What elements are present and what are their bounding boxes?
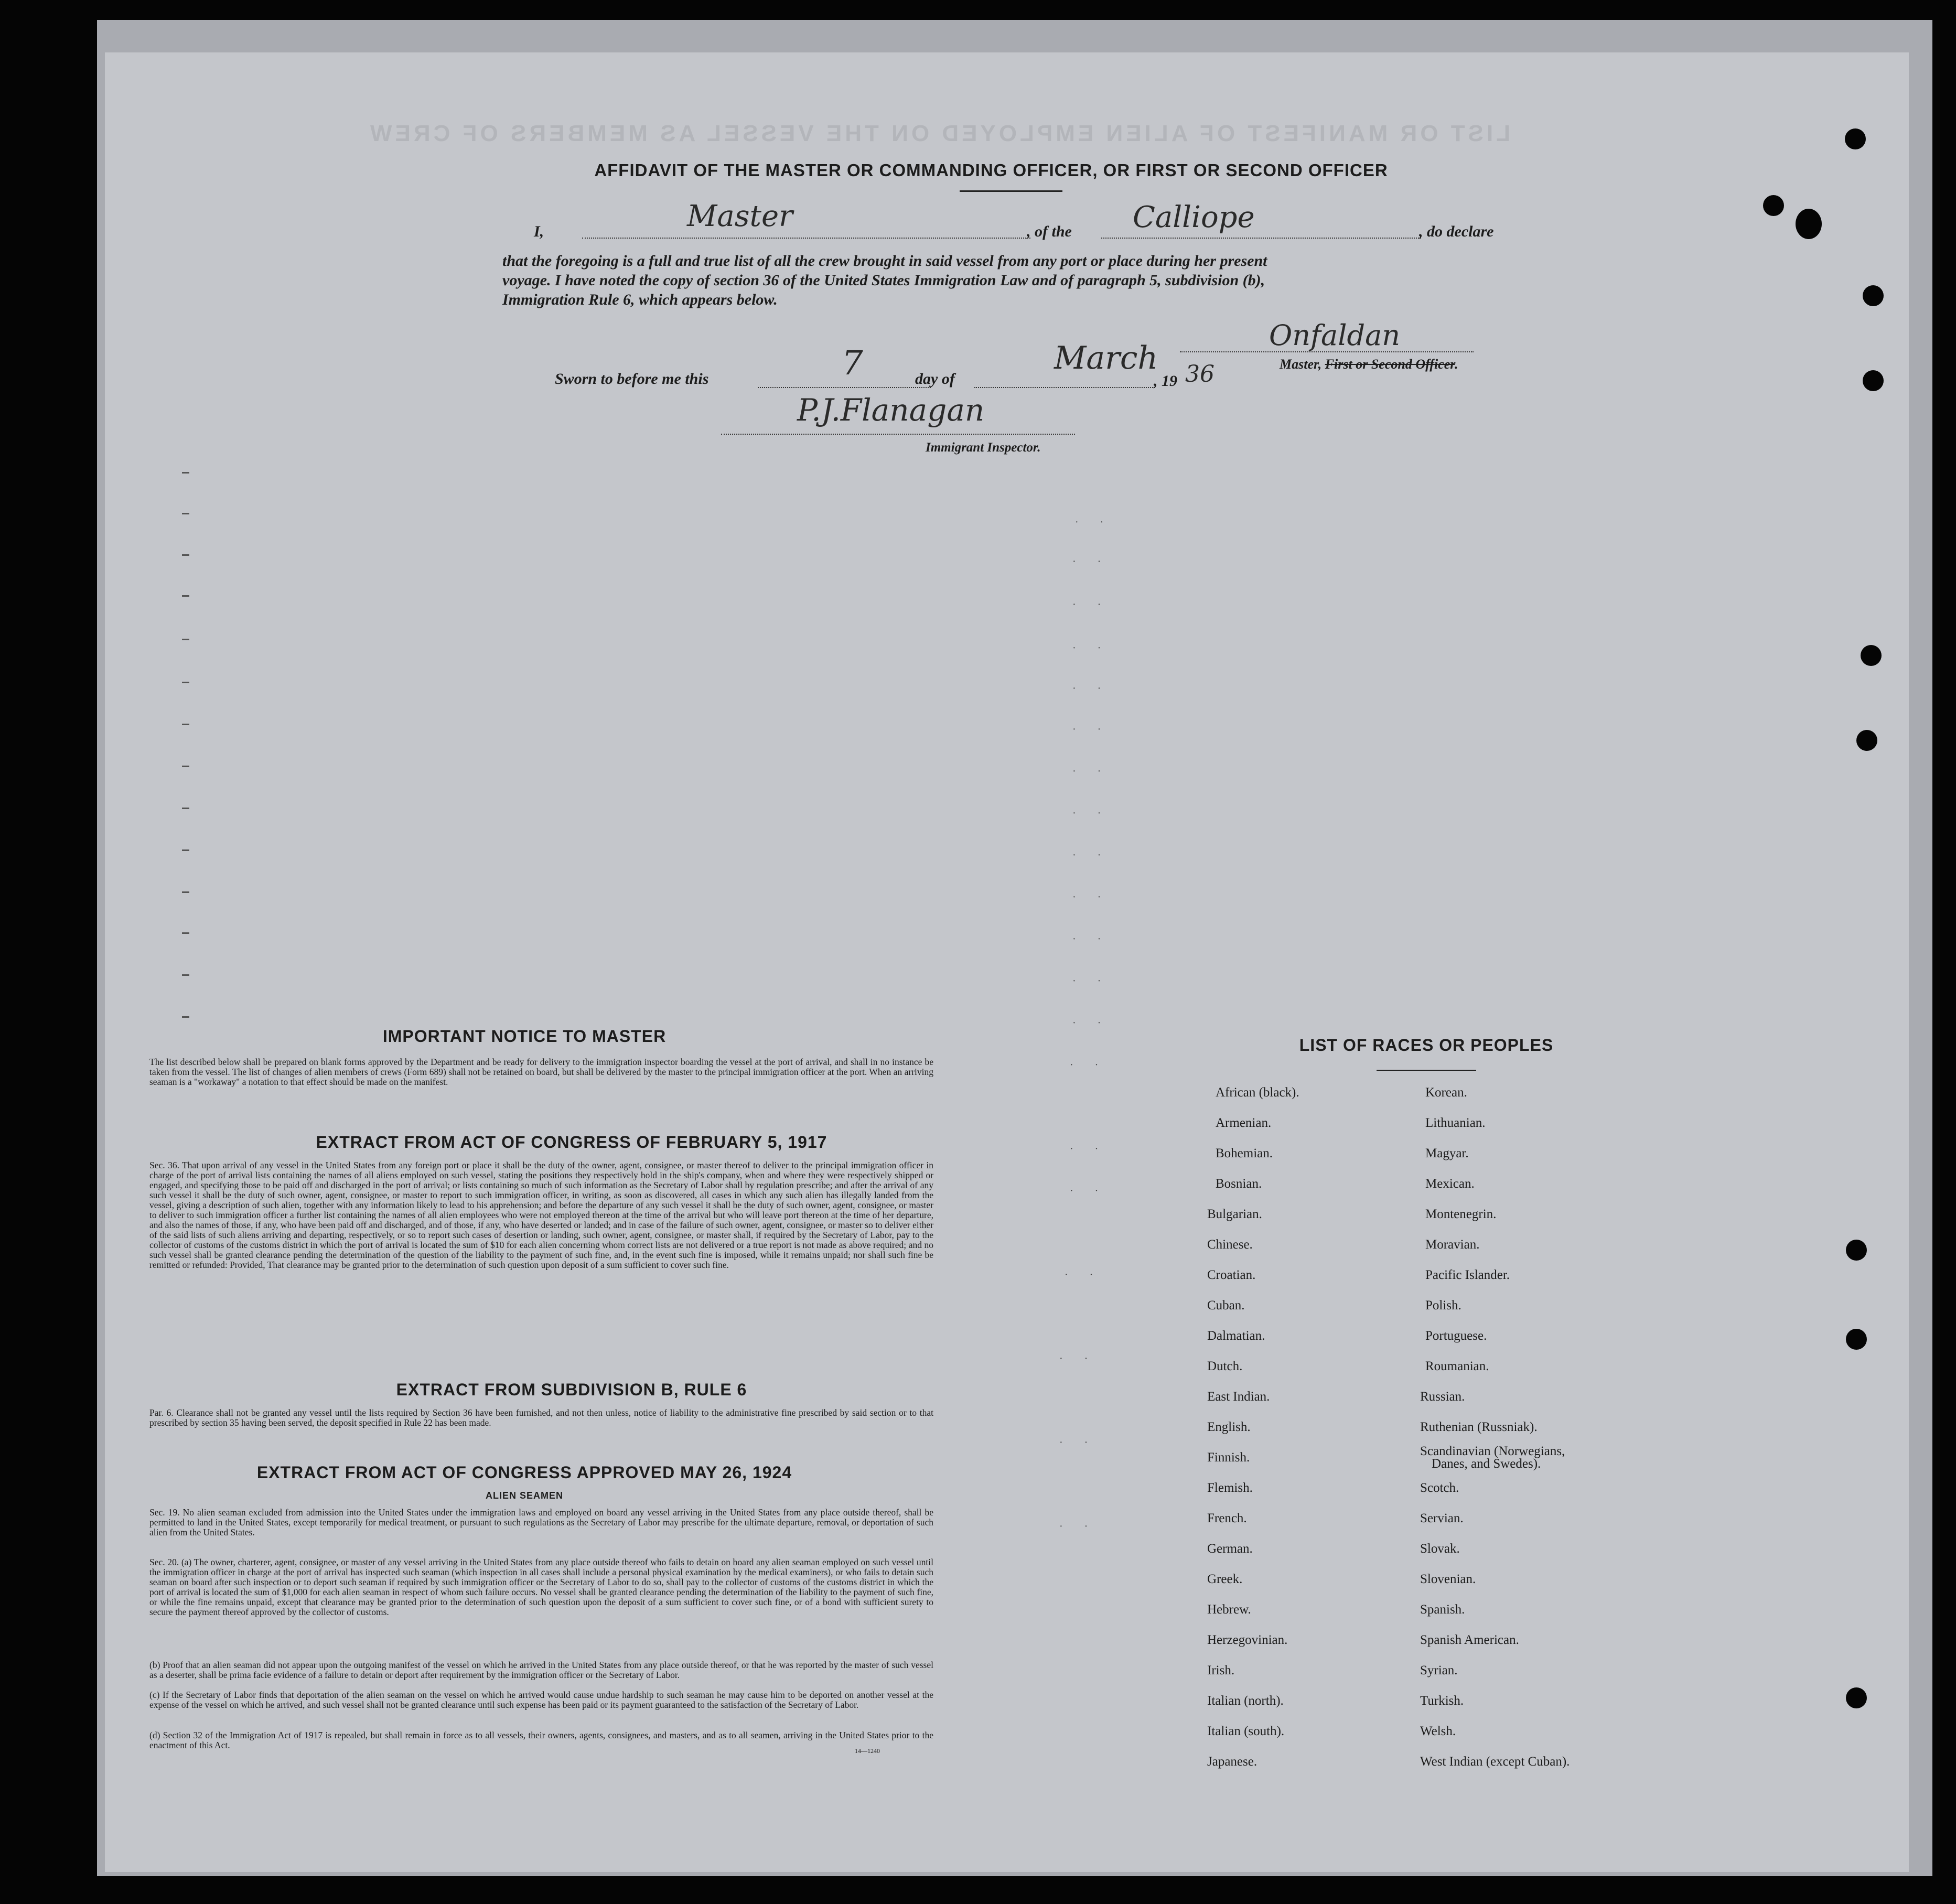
dot-marks: · · [1072, 975, 1111, 987]
margin-tick [182, 682, 189, 683]
margin-tick [182, 1016, 189, 1018]
race-item: Ruthenian (Russniak). [1420, 1420, 1538, 1434]
sworn-month-handwriting: March [1054, 340, 1158, 377]
margin-tick [182, 639, 189, 640]
race-item: Polish. [1425, 1298, 1461, 1313]
dot-marks: · · [1072, 808, 1111, 819]
sworn-month-line [974, 387, 1155, 388]
race-item: Pacific Islander. [1425, 1268, 1510, 1282]
extract-1917-body: Sec. 36. That upon arrival of any vessel in the United States from any foreign port or place it shall be the duty of the owner, agent, consignee, or master thereof to deliver to the principal immigration officer in charge of the port of arrival lists containing the names of all aliens employed on such vessel, stating the positions they respectively hold in the ship's company, when and where they were respectively shipped or engaged, and specifying those to be paid off and discharged in the port of arrival; or lists containing so much of such information as the Secretary of Labor shall by regulation prescribe; and after the arrival of any such vessel it shall be the duty of such owner, agent, consignee, or master to report to such immigration officer, in writing, as soon as discovered, all cases in which any such alien has illegally landed from the vessel, giving a description of such alien, together with any information likely to lead to his apprehension; and before the departure of any such vessel it shall be the duty of such owner, agent, consignee, or master to deliver to such immigration officer a further list containing the names of all alien employees who were not employed thereon at the time of the arrival but who will leave port thereon at the time of her departure, and also the names of those, if any, who have been paid off and discharged, and of those, if any, who have deserted or landed; and in case of the failure of such owner, agent, consignee, or master so to deliver either of the said lists of such aliens arriving and departing, respectively, or so to report such cases of desertion or landing, such owner, agent, consignee, or master shall, if required by the Secretary of Labor, pay to the collector of customs of the customs district in which the port of arrival is located the sum of $10 for each alien concerning whom correct lists are not delivered or a true report is not made as above required; and no such vessel shall be granted clearance pending the determination of the question of the liability to the payment of such fine, and, in the event such fine is imposed, while it remains unpaid; nor shall such fine be remitted or refunded: Provided, That clearance may be granted prior to the determination of such question upon deposit of a sum sufficient to cover such fine. [149, 1160, 933, 1270]
year-handwriting: 36 [1185, 361, 1215, 388]
notice-body: The list described below shall be prepared on blank forms approved by the Department and be ready for delivery to the immigration inspector boarding the vessel at the port of arrival, and shall in no instance be taken from the vessel. The list of changes of alien members of crews (Form 689) shall not be retained on board, but shall be delivered by the master to the principal immigration officer at the port. When an arriving seaman is a "workaway" a notation to that effect should be made on the manifest. [149, 1057, 933, 1087]
notice-title: IMPORTANT NOTICE TO MASTER [382, 1027, 667, 1046]
margin-tick [182, 595, 189, 597]
margin-tick [182, 513, 189, 514]
dot-marks: · · [1070, 1059, 1108, 1071]
dot-marks: · · [1059, 1521, 1098, 1532]
vessel-handwriting: Calliope [1133, 200, 1255, 234]
dot-marks: · · [1072, 599, 1111, 610]
punch-hole [1845, 128, 1866, 149]
race-item: French. [1207, 1511, 1247, 1525]
margin-tick [182, 891, 189, 893]
title-underline [960, 190, 1062, 192]
race-item: Flemish. [1207, 1481, 1253, 1495]
master-label-struck: First or Second Officer [1325, 357, 1455, 372]
sworn-day-line [758, 387, 931, 388]
race-item: Spanish. [1420, 1602, 1465, 1617]
race-item: Cuban. [1207, 1298, 1245, 1313]
race-item: Servian. [1420, 1511, 1464, 1525]
margin-tick [182, 472, 189, 474]
race-item: Dutch. [1207, 1359, 1243, 1373]
extract-1924-sec20c: (c) If the Secretary of Labor finds that deportation of the alien seaman on the vessel on which he arrived would cause undue hardship to such seaman he may cause him to be deported on another vessel at the expense of the vessel on which he arrived, and such vessel shall not be granted clearance until such expense has been paid or its payment guaranteed to the satisfaction of the Secretary of Labor. [149, 1690, 933, 1710]
race-item: African (black). [1216, 1085, 1299, 1100]
inspector-signature: P.J.Flanagan [797, 392, 985, 428]
race-item: Montenegrin. [1425, 1207, 1497, 1221]
race-item: Slovenian. [1420, 1572, 1476, 1586]
race-item: East Indian. [1207, 1390, 1270, 1404]
affidavit-line-3: voyage. I have noted the copy of section 36 of the United States Immigration Law and of paragraph 5, subdivision (b), [502, 272, 1265, 289]
dot-marks: · · [1072, 849, 1111, 861]
margin-tick [182, 974, 189, 976]
race-item: Armenian. [1216, 1116, 1272, 1130]
race-item: Finnish. [1207, 1450, 1250, 1465]
race-item: Roumanian. [1425, 1359, 1489, 1373]
margin-tick [182, 932, 189, 934]
race-item: Turkish. [1420, 1694, 1464, 1708]
race-item: Hebrew. [1207, 1602, 1251, 1617]
race-item: Greek. [1207, 1572, 1243, 1586]
race-item: Russian. [1420, 1390, 1465, 1404]
extract-1924-sec20a: Sec. 20. (a) The owner, charterer, agent, consignee, or master of any vessel arriving in the United States from any place outside thereof who fails to detain on board any alien seaman employed on such vessel until the immigration officer in charge at the port of arrival has inspected such seaman (which inspection in all cases shall include a personal physical examination by the medical examiners), or who fails to detain such seaman on board after such inspection or to deport such seaman if required by such immigration officer or the Secretary of Labor to do so, shall pay to the collector of customs of the customs district in which the port of arrival is located the sum of $1,000 for each alien seaman in respect of whom such failure occurs. No vessel shall be granted clearance pending the determination of the liability to the payment of such fine, or while the fine remains unpaid, except that clearance may be granted prior to the determination of such question upon the deposit of a sum sufficient to cover such fine, or of a bond with sufficient surety to secure the payment thereof approved by the collector of customs. [149, 1557, 933, 1617]
affidavit-title: AFFIDAVIT OF THE MASTER OR COMMANDING OFFICER, OR FIRST OR SECOND OFFICER [594, 160, 1388, 180]
dot-marks: · · [1070, 1185, 1108, 1197]
race-item: Syrian. [1420, 1663, 1458, 1677]
punch-hole [1846, 1687, 1867, 1708]
extract-1924-sec19: Sec. 19. No alien seaman excluded from admission into the United States under the immigration laws and employed on board any vessel arriving in the United States from any place outside thereof, shall be permitted to land in the United States, except temporarily for medical treatment, or pursuant to such regulations as the Secretary of Labor may prescribe for the ultimate departure, removal, or deportation of such alien from the United States. [149, 1507, 933, 1537]
day-of-label: day of [915, 370, 955, 388]
of-the-label: , of the [1027, 223, 1072, 240]
race-item: Scandinavian (Norwegians, [1420, 1444, 1565, 1458]
dot-marks: · · [1070, 1143, 1108, 1155]
race-item: Korean. [1425, 1085, 1467, 1100]
form-code: 14—1240 [855, 1747, 880, 1755]
race-item: Mexican. [1425, 1177, 1475, 1191]
sworn-label: Sworn to before me this [555, 370, 709, 388]
dot-marks: · · [1059, 1437, 1098, 1448]
declarant-handwriting: Master [687, 199, 793, 233]
race-item: Japanese. [1207, 1755, 1258, 1769]
master-label-text: Master, [1280, 357, 1325, 372]
inspector-label: Immigrant Inspector. [926, 440, 1041, 455]
punch-hole [1796, 209, 1822, 239]
race-item: Italian (north). [1207, 1694, 1284, 1708]
i-label: I, [534, 223, 544, 240]
dot-marks: · · [1072, 933, 1111, 945]
race-item: Chinese. [1207, 1238, 1253, 1252]
race-item: Slovak. [1420, 1542, 1460, 1556]
dot-marks: · · [1072, 724, 1111, 735]
race-item: German. [1207, 1542, 1253, 1556]
race-item: Dalmatian. [1207, 1329, 1265, 1343]
bleed-through-text: LIST OR MANIFEST OF ALIEN EMPLOYED ON THE VESSEL AS MEMBERS OF CREW [367, 121, 1511, 146]
races-title-underline [1377, 1070, 1476, 1071]
master-signature: Onfaldan [1269, 319, 1401, 352]
margin-tick [182, 849, 189, 851]
race-item: Bosnian. [1216, 1177, 1262, 1191]
vessel-line [1101, 238, 1421, 239]
dot-marks: · · [1072, 556, 1111, 567]
punch-hole [1861, 645, 1882, 666]
affidavit-line-2: that the foregoing is a full and true list of all the crew brought in said vessel from any port or place during her present [502, 252, 1267, 270]
race-item: Bohemian. [1216, 1146, 1273, 1160]
race-item: Irish. [1207, 1663, 1235, 1677]
punch-hole [1846, 1329, 1867, 1350]
race-item: Lithuanian. [1425, 1116, 1486, 1130]
declarant-line [582, 238, 1030, 239]
dot-marks: · · [1072, 766, 1111, 777]
dot-marks: · · [1075, 517, 1113, 528]
extract-1924-sec20b: (b) Proof that an alien seaman did not appear upon the outgoing manifest of the vessel on which he arrived in the United States from any place outside thereof, or that he was reported by the master of such vessel as a deserter, shall be prima facie evidence of a failure to detain or deport after requirement by the immigration officer or the Secretary of Labor. [149, 1660, 933, 1680]
race-item: Herzegovinian. [1207, 1633, 1288, 1647]
inspector-signature-line [721, 434, 1075, 435]
race-item: Welsh. [1420, 1724, 1456, 1738]
year-prefix: , 19 [1154, 372, 1177, 390]
extract-1924-sec20d: (d) Section 32 of the Immigration Act of 1917 is repealed, but shall remain in force as to all vessels, their owners, agents, consignees, and masters, and as to all seamen, arriving in the United States prior to the enactment of this Act. [149, 1730, 933, 1750]
race-item: West Indian (except Cuban). [1420, 1755, 1570, 1769]
margin-tick [182, 808, 189, 809]
punch-hole [1763, 195, 1784, 216]
dot-marks: · · [1065, 1269, 1103, 1281]
margin-tick [182, 766, 189, 767]
extract-rule6-title: EXTRACT FROM SUBDIVISION B, RULE 6 [396, 1380, 747, 1399]
affidavit-line-4: Immigration Rule 6, which appears below. [502, 291, 778, 308]
race-item: Magyar. [1425, 1146, 1469, 1160]
race-item: Moravian. [1425, 1238, 1480, 1252]
do-declare-label: , do declare [1419, 223, 1494, 240]
punch-hole [1846, 1240, 1867, 1261]
punch-hole [1856, 730, 1877, 751]
races-title: LIST OF RACES OR PEOPLES [1299, 1036, 1554, 1055]
punch-hole [1863, 370, 1884, 391]
race-item: Italian (south). [1207, 1724, 1285, 1738]
dot-marks: · · [1072, 683, 1111, 694]
race-item: Portuguese. [1425, 1329, 1487, 1343]
dot-marks: · · [1072, 642, 1111, 654]
race-item: Bulgarian. [1207, 1207, 1262, 1221]
race-item: Croatian. [1207, 1268, 1256, 1282]
master-label-period: . [1454, 357, 1458, 372]
punch-hole [1863, 285, 1884, 306]
extract-1917-title: EXTRACT FROM ACT OF CONGRESS OF FEBRUARY 5, 1917 [316, 1133, 827, 1152]
race-item: Scotch. [1420, 1481, 1459, 1495]
dot-marks: · · [1072, 891, 1111, 903]
extract-rule6-body: Par. 6. Clearance shall not be granted any vessel until the lists required by Section 36 have been furnished, and not then unless, notice of liability to the administrative fine prescribed by said section or to that prescribed by section 35 having been served, the deposit specified in Rule 22 has been made. [149, 1407, 933, 1428]
dot-marks: · · [1072, 1017, 1111, 1029]
sworn-day-handwriting: 7 [842, 344, 863, 383]
dot-marks: · · [1059, 1353, 1098, 1364]
margin-tick [182, 724, 189, 725]
extract-1924-title: EXTRACT FROM ACT OF CONGRESS APPROVED MAY 26, 1924 [256, 1463, 792, 1482]
race-item: English. [1207, 1420, 1251, 1434]
margin-tick [182, 554, 189, 556]
race-item: Spanish American. [1420, 1633, 1519, 1647]
master-label [1280, 357, 1458, 372]
race-scandinavian-continued: Danes, and Swedes). [1432, 1457, 1541, 1471]
alien-seamen-subtitle: ALIEN SEAMEN [485, 1490, 563, 1501]
